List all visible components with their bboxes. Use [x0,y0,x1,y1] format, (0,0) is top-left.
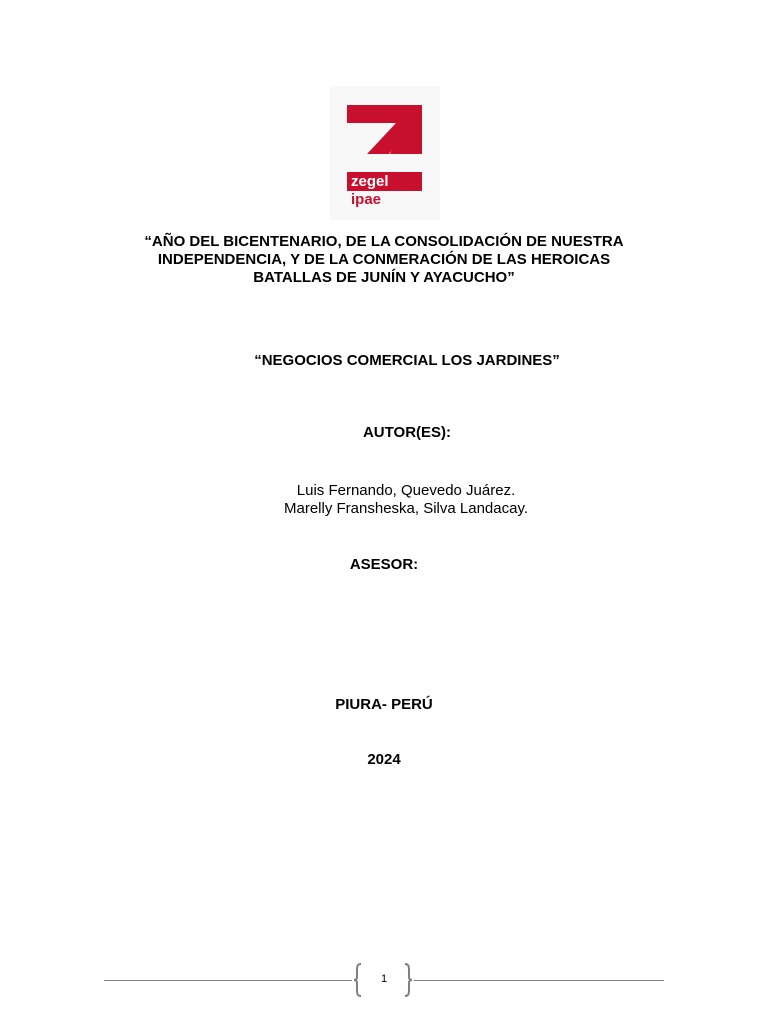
author-name: Marelly Fransheska, Silva Landacay. [284,500,528,517]
author-list [206,482,606,518]
year-motto-line: “AÑO DEL BICENTENARIO, DE LA CONSOLIDACIÓN DE NUESTRA [144,233,624,250]
author-name: Luis Fernando, Quevedo Juárez. [296,482,516,499]
left-brace-icon [353,963,363,997]
year: 2024 [367,751,401,768]
footer-divider-right [414,980,664,981]
right-brace-icon [403,963,413,997]
logo-brand-ipae: ipae [351,191,382,208]
year-motto-line: BATALLAS DE JUNÍN Y AYACUCHO” [253,269,515,286]
advisor-label: ASESOR: [349,556,419,573]
author-label: AUTOR(ES): [362,424,452,441]
location: PIURA- PERÚ [335,696,433,713]
logo-mark-icon [330,86,440,220]
year-motto-line: INDEPENDENCIA, Y DE LA CONMERACIÓN DE LAS HEROICAS [157,251,611,268]
project-title: “NEGOCIOS COMERCIAL LOS JARDINES” [254,352,560,369]
footer-divider-left [104,980,352,981]
logo-brand-zegel: zegel [351,173,389,190]
page-number: 1 [380,973,388,985]
year-motto-heading [100,233,668,287]
zegel-ipae-logo [330,86,440,220]
